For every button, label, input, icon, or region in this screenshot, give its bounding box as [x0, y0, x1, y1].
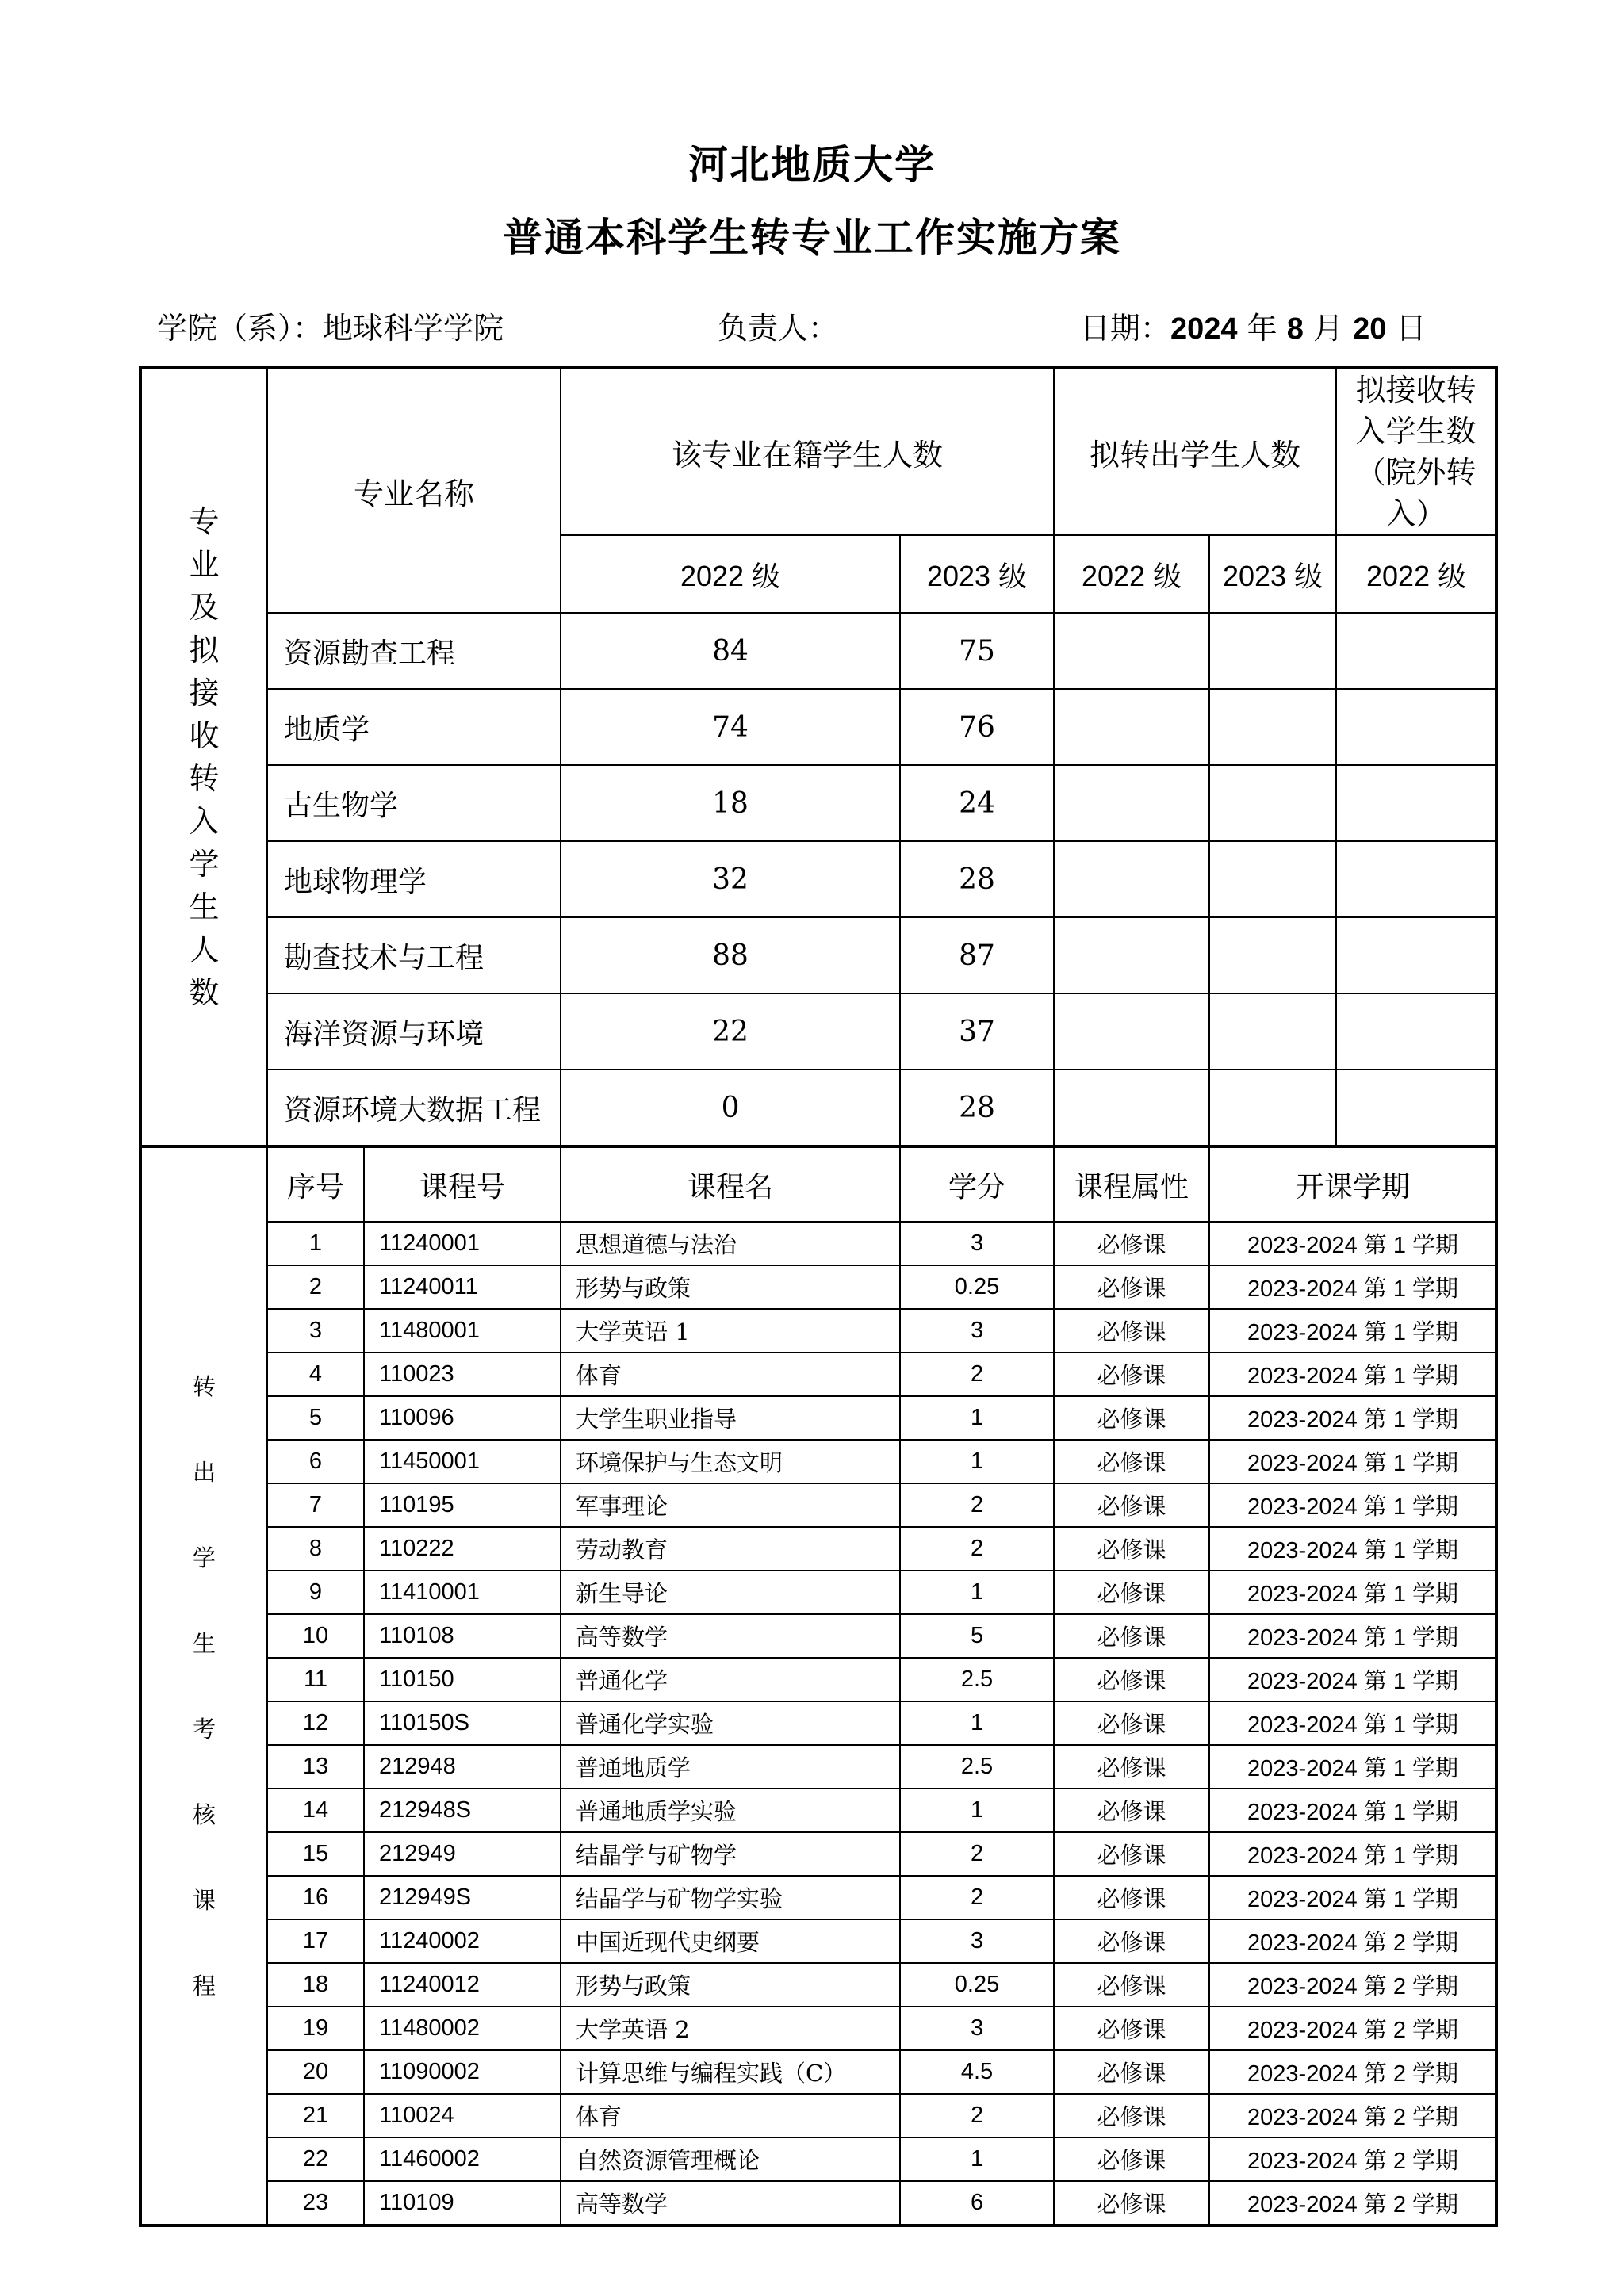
enrolled-2022: 22: [561, 993, 900, 1070]
course-name: 计算思维与编程实践（C）: [561, 2050, 900, 2094]
course-term: 2023-2024 第 2 学期: [1209, 2181, 1496, 2225]
course-name: 军事理论: [561, 1483, 900, 1527]
course-attr: 必修课: [1054, 2050, 1209, 2094]
enrolled-2023: 76: [900, 689, 1054, 765]
major-row: [140, 1070, 1496, 1146]
course-credit: 0.25: [900, 1963, 1054, 2007]
course-credit: 1: [900, 1440, 1054, 1483]
course-row: [140, 1265, 1496, 1309]
course-row: [140, 1483, 1496, 1527]
course-attr: 必修课: [1054, 1440, 1209, 1483]
header-enrolled-2023: 2023 级: [900, 535, 1054, 613]
header-out-2023: 2023 级: [1209, 535, 1336, 613]
course-credit: 3: [900, 1222, 1054, 1265]
course-term: 2023-2024 第 1 学期: [1209, 1614, 1496, 1658]
course-attr: 必修课: [1054, 1919, 1209, 1963]
date-field: [1080, 304, 1427, 347]
course-no: 8: [267, 1527, 364, 1571]
course-code: 11410001: [364, 1571, 561, 1614]
header-attr: 课程属性: [1054, 1146, 1209, 1222]
course-term: 2023-2024 第 2 学期: [1209, 2007, 1496, 2050]
course-credit: 2: [900, 1483, 1054, 1527]
out-2023: [1209, 841, 1336, 917]
course-name: 自然资源管理概论: [561, 2137, 900, 2181]
out-2022: [1054, 689, 1209, 765]
course-credit: 2.5: [900, 1658, 1054, 1701]
course-code: 110195: [364, 1483, 561, 1527]
course-no: 18: [267, 1963, 364, 2007]
date-label: 日期：: [1080, 311, 1171, 346]
in-2022: [1336, 689, 1496, 765]
course-credit: 2: [900, 2094, 1054, 2137]
course-attr: 必修课: [1054, 1265, 1209, 1309]
course-term: 2023-2024 第 1 学期: [1209, 1832, 1496, 1876]
out-2023: [1209, 689, 1336, 765]
course-name: 普通化学实验: [561, 1701, 900, 1745]
course-row: [140, 1222, 1496, 1265]
enrolled-2023: 37: [900, 993, 1054, 1070]
course-no: 9: [267, 1571, 364, 1614]
course-credit: 4.5: [900, 2050, 1054, 2094]
course-name: 中国近现代史纲要: [561, 1919, 900, 1963]
course-name: 形势与政策: [561, 1963, 900, 2007]
major-row: [140, 993, 1496, 1070]
course-credit: 0.25: [900, 1265, 1054, 1309]
course-row: [140, 2094, 1496, 2137]
enrolled-2023: 75: [900, 613, 1054, 689]
course-no: 6: [267, 1440, 364, 1483]
course-term: 2023-2024 第 1 学期: [1209, 1353, 1496, 1396]
date-day: 20: [1353, 312, 1387, 346]
course-credit: 2: [900, 1527, 1054, 1571]
course-code: 11240002: [364, 1919, 561, 1963]
course-row: [140, 1963, 1496, 2007]
course-name: 体育: [561, 1353, 900, 1396]
course-term: 2023-2024 第 1 学期: [1209, 1789, 1496, 1832]
course-row: [140, 1876, 1496, 1919]
course-code: 110108: [364, 1614, 561, 1658]
section1-label-text: 专业及拟接收转入学生人数: [189, 504, 220, 1010]
major-name: 资源勘查工程: [267, 613, 561, 689]
out-2022: [1054, 917, 1209, 993]
course-code: 11240011: [364, 1265, 561, 1309]
course-code: 11450001: [364, 1440, 561, 1483]
course-name: 普通地质学实验: [561, 1789, 900, 1832]
course-row: [140, 1396, 1496, 1440]
course-no: 1: [267, 1222, 364, 1265]
in-2022: [1336, 841, 1496, 917]
course-attr: 必修课: [1054, 1745, 1209, 1789]
course-credit: 2: [900, 1353, 1054, 1396]
course-credit: 1: [900, 2137, 1054, 2181]
course-attr: 必修课: [1054, 1832, 1209, 1876]
course-code: 110109: [364, 2181, 561, 2225]
header-out-2022: 2022 级: [1054, 535, 1209, 613]
course-row: [140, 1832, 1496, 1876]
out-2023: [1209, 1070, 1336, 1146]
major-name: 地球物理学: [267, 841, 561, 917]
major-name: 海洋资源与环境: [267, 993, 561, 1070]
course-name: 结晶学与矿物学: [561, 1832, 900, 1876]
out-2022: [1054, 993, 1209, 1070]
course-name: 思想道德与法治: [561, 1222, 900, 1265]
in-2022: [1336, 765, 1496, 841]
course-code: 11090002: [364, 2050, 561, 2094]
course-attr: 必修课: [1054, 1353, 1209, 1396]
course-attr: 必修课: [1054, 1571, 1209, 1614]
course-name: 高等数学: [561, 1614, 900, 1658]
course-code: 212949: [364, 1832, 561, 1876]
section1-label: [140, 368, 267, 1146]
college-field: [157, 304, 504, 347]
course-code: 212948: [364, 1745, 561, 1789]
major-row: [140, 765, 1496, 841]
major-row: [140, 841, 1496, 917]
course-row: [140, 1353, 1496, 1396]
course-attr: 必修课: [1054, 2137, 1209, 2181]
course-row: [140, 1919, 1496, 1963]
course-term: 2023-2024 第 1 学期: [1209, 1440, 1496, 1483]
course-credit: 3: [900, 2007, 1054, 2050]
person-label: 负责人：: [718, 311, 839, 346]
course-row: [140, 2137, 1496, 2181]
enrolled-2022: 84: [561, 613, 900, 689]
course-attr: 必修课: [1054, 1876, 1209, 1919]
course-code: 11240012: [364, 1963, 561, 2007]
course-credit: 2: [900, 1832, 1054, 1876]
course-no: 10: [267, 1614, 364, 1658]
course-attr: 必修课: [1054, 1789, 1209, 1832]
course-attr: 必修课: [1054, 1527, 1209, 1571]
course-row: [140, 2181, 1496, 2225]
course-credit: 1: [900, 1789, 1054, 1832]
header-enrolled: 该专业在籍学生人数: [561, 368, 1054, 535]
enrolled-2022: 88: [561, 917, 900, 993]
major-name: 古生物学: [267, 765, 561, 841]
course-attr: 必修课: [1054, 1396, 1209, 1440]
course-no: 11: [267, 1658, 364, 1701]
course-no: 20: [267, 2050, 364, 2094]
header-major-name: 专业名称: [267, 368, 561, 613]
course-term: 2023-2024 第 2 学期: [1209, 1963, 1496, 2007]
course-name: 形势与政策: [561, 1265, 900, 1309]
in-2022: [1336, 917, 1496, 993]
header-transfer-out: 拟转出学生人数: [1054, 368, 1336, 535]
course-attr: 必修课: [1054, 1963, 1209, 2007]
document-subtitle: 普通本科学生转专业工作实施方案: [503, 214, 1121, 261]
in-2022: [1336, 613, 1496, 689]
course-code: 110222: [364, 1527, 561, 1571]
course-no: 21: [267, 2094, 364, 2137]
course-code: 212948S: [364, 1789, 561, 1832]
course-row: [140, 1789, 1496, 1832]
course-name: 普通化学: [561, 1658, 900, 1701]
course-code: 11460002: [364, 2137, 561, 2181]
course-credit: 6: [900, 2181, 1054, 2225]
course-attr: 必修课: [1054, 1614, 1209, 1658]
enrolled-2023: 28: [900, 1070, 1054, 1146]
course-no: 7: [267, 1483, 364, 1527]
out-2022: [1054, 1070, 1209, 1146]
course-name: 大学英语 1: [561, 1309, 900, 1353]
course-attr: 必修课: [1054, 2094, 1209, 2137]
course-name: 高等数学: [561, 2181, 900, 2225]
college-value: 地球科学学院: [323, 311, 504, 346]
course-term: 2023-2024 第 1 学期: [1209, 1265, 1496, 1309]
course-credit: 3: [900, 1309, 1054, 1353]
course-no: 15: [267, 1832, 364, 1876]
course-row: [140, 1309, 1496, 1353]
course-code: 110096: [364, 1396, 561, 1440]
enrolled-2022: 0: [561, 1070, 900, 1146]
course-no: 5: [267, 1396, 364, 1440]
header-term: 开课学期: [1209, 1146, 1496, 1222]
header-code: 课程号: [364, 1146, 561, 1222]
course-code: 212949S: [364, 1876, 561, 1919]
course-term: 2023-2024 第 2 学期: [1209, 2094, 1496, 2137]
date-month: 8: [1286, 312, 1304, 346]
course-no: 23: [267, 2181, 364, 2225]
course-credit: 1: [900, 1571, 1054, 1614]
course-term: 2023-2024 第 1 学期: [1209, 1745, 1496, 1789]
enrolled-2023: 28: [900, 841, 1054, 917]
header-course-name: 课程名: [561, 1146, 900, 1222]
course-term: 2023-2024 第 2 学期: [1209, 1919, 1496, 1963]
course-code: 11240001: [364, 1222, 561, 1265]
course-row: [140, 2050, 1496, 2094]
course-no: 19: [267, 2007, 364, 2050]
course-attr: 必修课: [1054, 1309, 1209, 1353]
out-2023: [1209, 765, 1336, 841]
course-credit: 1: [900, 1396, 1054, 1440]
out-2022: [1054, 841, 1209, 917]
course-code: 11480002: [364, 2007, 561, 2050]
out-2023: [1209, 993, 1336, 1070]
in-2022: [1336, 1070, 1496, 1146]
course-no: 12: [267, 1701, 364, 1745]
header-no: 序号: [267, 1146, 364, 1222]
course-row: [140, 1527, 1496, 1571]
course-name: 结晶学与矿物学实验: [561, 1876, 900, 1919]
course-no: 3: [267, 1309, 364, 1353]
course-no: 2: [267, 1265, 364, 1309]
major-name: 勘查技术与工程: [267, 917, 561, 993]
major-row: [140, 613, 1496, 689]
course-row: [140, 1614, 1496, 1658]
course-term: 2023-2024 第 1 学期: [1209, 1876, 1496, 1919]
header-enrolled-2022: 2022 级: [561, 535, 900, 613]
course-term: 2023-2024 第 2 学期: [1209, 2050, 1496, 2094]
course-attr: 必修课: [1054, 1483, 1209, 1527]
course-attr: 必修课: [1054, 1222, 1209, 1265]
course-term: 2023-2024 第 1 学期: [1209, 1396, 1496, 1440]
course-attr: 必修课: [1054, 1658, 1209, 1701]
header-in-2022: 2022 级: [1336, 535, 1496, 613]
course-credit: 3: [900, 1919, 1054, 1963]
date-year: 2024: [1170, 312, 1238, 346]
header-transfer-in: 拟接收转入学生数（院外转入）: [1336, 368, 1496, 535]
enrolled-2022: 74: [561, 689, 900, 765]
enrolled-2023: 87: [900, 917, 1054, 993]
out-2022: [1054, 765, 1209, 841]
course-term: 2023-2024 第 1 学期: [1209, 1222, 1496, 1265]
enrolled-2022: 18: [561, 765, 900, 841]
course-code: 11480001: [364, 1309, 561, 1353]
section2-label-text: 转出学生考核课程: [192, 1372, 216, 1999]
header-credit: 学分: [900, 1146, 1054, 1222]
enrolled-2023: 24: [900, 765, 1054, 841]
course-term: 2023-2024 第 1 学期: [1209, 1309, 1496, 1353]
date-day-unit: 日: [1396, 311, 1427, 346]
in-2022: [1336, 993, 1496, 1070]
course-code: 110023: [364, 1353, 561, 1396]
course-no: 14: [267, 1789, 364, 1832]
course-no: 16: [267, 1876, 364, 1919]
course-no: 22: [267, 2137, 364, 2181]
course-name: 体育: [561, 2094, 900, 2137]
person-field: [718, 304, 838, 347]
college-label: 学院（系）：: [157, 311, 324, 346]
course-term: 2023-2024 第 1 学期: [1209, 1483, 1496, 1527]
major-row: [140, 689, 1496, 765]
out-2023: [1209, 613, 1336, 689]
course-term: 2023-2024 第 2 学期: [1209, 2137, 1496, 2181]
course-attr: 必修课: [1054, 1701, 1209, 1745]
course-code: 110150S: [364, 1701, 561, 1745]
course-term: 2023-2024 第 1 学期: [1209, 1701, 1496, 1745]
course-name: 新生导论: [561, 1571, 900, 1614]
section2-label: [140, 1146, 267, 2225]
major-name: 资源环境大数据工程: [267, 1070, 561, 1146]
course-attr: 必修课: [1054, 2181, 1209, 2225]
course-name: 普通地质学: [561, 1745, 900, 1789]
course-credit: 2.5: [900, 1745, 1054, 1789]
date-month-unit: 月: [1313, 311, 1344, 346]
enrolled-2022: 32: [561, 841, 900, 917]
course-term: 2023-2024 第 1 学期: [1209, 1527, 1496, 1571]
course-credit: 5: [900, 1614, 1054, 1658]
course-term: 2023-2024 第 1 学期: [1209, 1658, 1496, 1701]
course-attr: 必修课: [1054, 2007, 1209, 2050]
course-term: 2023-2024 第 1 学期: [1209, 1571, 1496, 1614]
course-row: [140, 2007, 1496, 2050]
document-title: 河北地质大学: [688, 141, 936, 188]
date-year-unit: 年: [1247, 311, 1277, 346]
major-name: 地质学: [267, 689, 561, 765]
course-row: [140, 1745, 1496, 1789]
course-row: [140, 1658, 1496, 1701]
transfer-plan-table: [139, 366, 1498, 2227]
course-name: 大学生职业指导: [561, 1396, 900, 1440]
course-row: [140, 1440, 1496, 1483]
out-2022: [1054, 613, 1209, 689]
course-name: 大学英语 2: [561, 2007, 900, 2050]
course-code: 110150: [364, 1658, 561, 1701]
course-name: 劳动教育: [561, 1527, 900, 1571]
course-no: 4: [267, 1353, 364, 1396]
course-no: 13: [267, 1745, 364, 1789]
course-credit: 2: [900, 1876, 1054, 1919]
course-code: 110024: [364, 2094, 561, 2137]
course-credit: 1: [900, 1701, 1054, 1745]
course-row: [140, 1571, 1496, 1614]
out-2023: [1209, 917, 1336, 993]
course-row: [140, 1701, 1496, 1745]
course-name: 环境保护与生态文明: [561, 1440, 900, 1483]
course-no: 17: [267, 1919, 364, 1963]
major-row: [140, 917, 1496, 993]
